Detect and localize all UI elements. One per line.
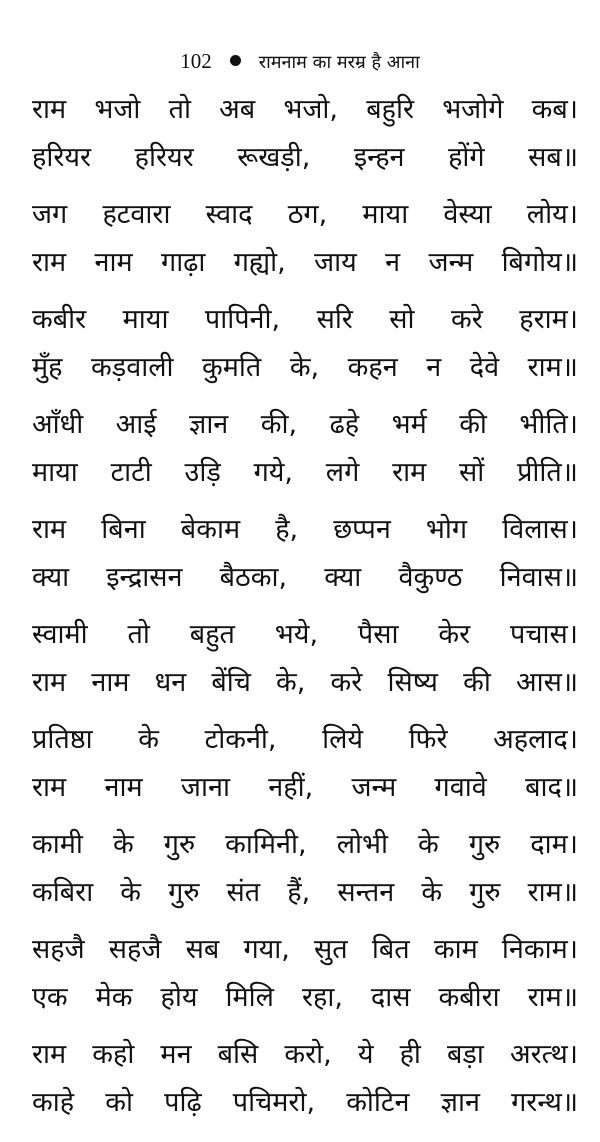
couplet-line-1: कामी के गुरु कामिनी, लोभी के गुरु दाम।: [32, 829, 578, 860]
couplet-line-1: राम भजो तो अब भजो, बहुरि भजोगे कब।: [32, 94, 578, 125]
couplet-6: [32, 611, 578, 716]
couplet-4: [32, 401, 578, 506]
couplet-line-1: स्वामी तो बहुत भये, पैसा केर पचास।: [32, 619, 578, 650]
bullet-icon: [230, 55, 241, 66]
couplet-line-2: माया टाटी उड़ि गये, लगे राम सों प्रीति॥: [32, 457, 578, 488]
couplet-line-1: राम कहो मन बसि करो, ये ही बड़ा अरत्थ।: [32, 1039, 578, 1070]
couplet-8: [32, 821, 578, 926]
couplet-2: [32, 191, 578, 296]
couplet-line-2: राम नाम गाढ़ा गह्यो, जाय न जन्म बिगोय॥: [32, 247, 578, 278]
verse-list: [32, 86, 578, 1136]
couplet-10: [32, 1031, 578, 1136]
couplet-line-2: राम नाम धन बेंचि के, करे सिष्य की आस॥: [32, 667, 578, 698]
couplet-9: [32, 926, 578, 1031]
couplet-5: [32, 506, 578, 611]
page-header: [0, 48, 600, 76]
couplet-line-1: सहजै सहजै सब गया, सुत बित काम निकाम।: [32, 934, 578, 965]
page-number: 102: [180, 49, 212, 73]
couplet-line-1: राम बिना बेकाम है, छप्पन भोग विलास।: [32, 514, 578, 545]
couplet-line-1: जग हटवारा स्वाद ठग, माया वेस्या लोय।: [32, 199, 578, 230]
couplet-line-2: काहे को पढ़ि पचिमरो, कोटिन ज्ञान गरन्थ॥: [32, 1087, 578, 1118]
running-title: रामनाम का मरम्र है आना: [258, 52, 420, 73]
couplet-line-2: राम नाम जाना नहीं, जन्म गवावे बाद॥: [32, 772, 578, 803]
couplet-line-2: क्या इन्द्रासन बैठका, क्या वैकुण्ठ निवास॥: [32, 562, 578, 593]
couplet-line-2: एक मेक होय मिलि रहा, दास कबीरा राम॥: [32, 982, 578, 1013]
couplet-3: [32, 296, 578, 401]
couplet-line-1: आँधी आई ज्ञान की, ढहे भर्म की भीति।: [32, 409, 578, 440]
couplet-line-2: मुँह कड़वाली कुमति के, कहन न देवे राम॥: [32, 352, 578, 383]
couplet-line-1: कबीर माया पापिनी, सरि सो करे हराम।: [32, 304, 578, 335]
couplet-line-1: प्रतिष्ठा के टोकनी, लिये फिरे अहलाद।: [32, 724, 578, 755]
couplet-7: [32, 716, 578, 821]
couplet-line-2: कबिरा के गुरु संत हैं, सन्तन के गुरु राम॥: [32, 877, 578, 908]
couplet-1: [32, 86, 578, 191]
couplet-line-2: हरियर हरियर रूखड़ी, इन्हन होंगे सब॥: [32, 142, 578, 173]
